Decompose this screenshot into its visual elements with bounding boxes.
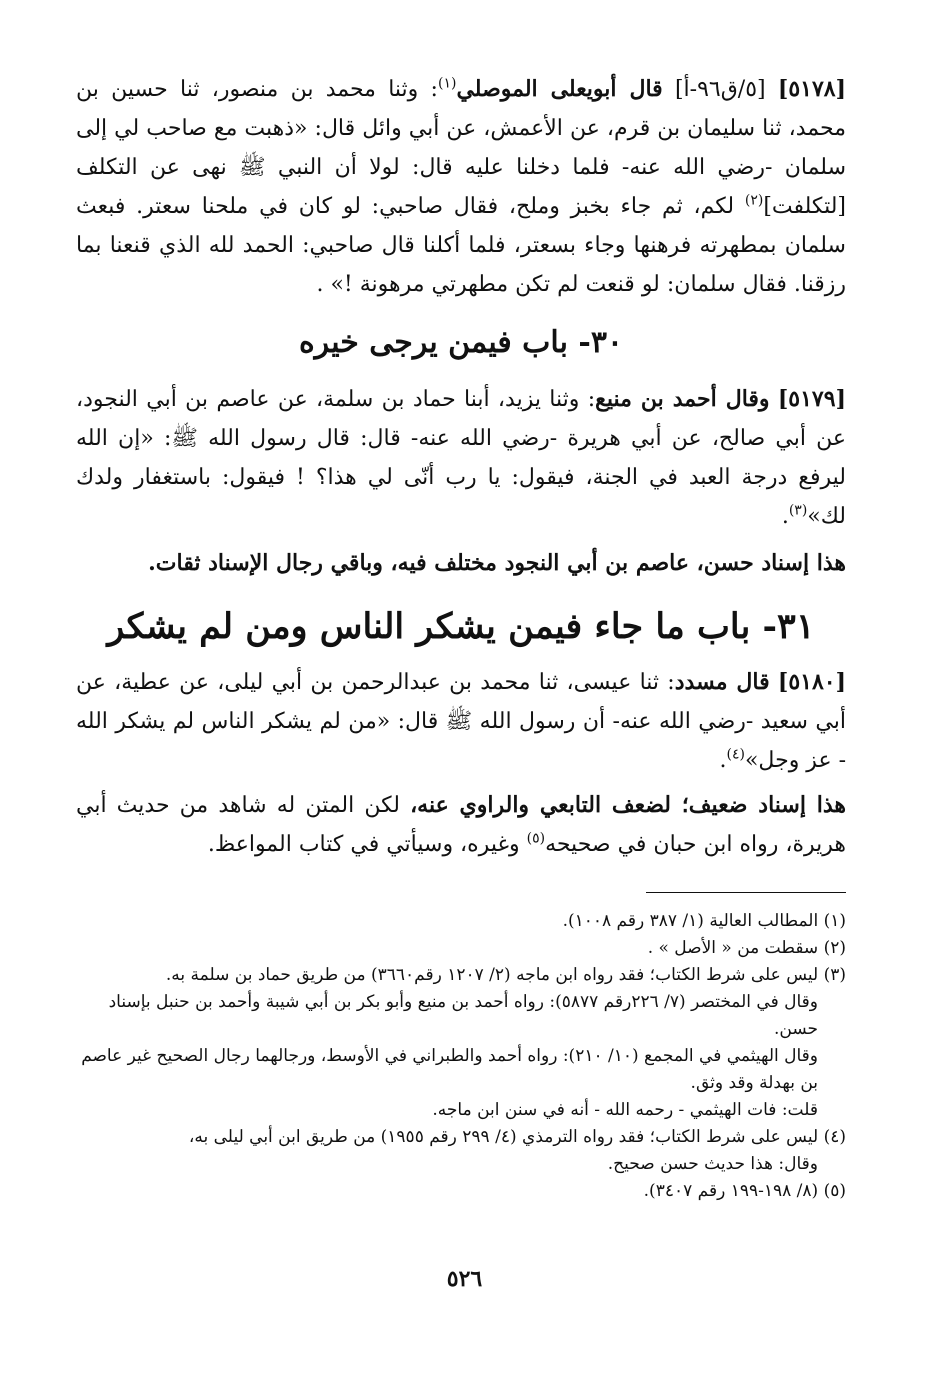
hadith-5178 [76, 70, 846, 304]
chapter-heading-31: ٣١- باب ما جاء فيمن يشكر الناس ومن لم يشكر [107, 606, 815, 647]
hadith-text: : ثنا عيسى، ثنا محمد بن عبدالرحمن بن أبي ليلى، عن عطية، عن أبي سعيد -رضي الله عنه- أن رسول الله ﷺ قال: «من لم يشكر الناس لم يشكر الله - عز وجل» [76, 670, 846, 773]
footnote-4: (٤) ليس على شرط الكتاب؛ فقد رواه الترمذي (٤/ ٢٩٩ رقم ١٩٥٥) من طريق ابن أبي ليلى به، [188, 1127, 846, 1147]
footnote-1: (١) المطالب العالية (١/ ٣٨٧ رقم ١٠٠٨). [562, 911, 846, 931]
hadith-attribution: قال مسدد [674, 669, 770, 695]
hadith-number: [٥١٧٩] [777, 386, 846, 412]
footnote-divider [646, 892, 846, 893]
manuscript-ref: [٥/ق٩٦-أ] [674, 77, 766, 102]
hadith-end: . [781, 504, 789, 529]
footnotes [76, 908, 846, 1205]
footnote-3: (٣) ليس على شرط الكتاب؛ فقد رواه ابن ماجه (٢/ ١٢٠٧ رقم٣٦٦٠) من طريق حماد بن سلمة به. [165, 965, 846, 985]
footnote-5: (٥) (٨/ ١٩٨-١٩٩ رقم ٣٤٠٧). [643, 1181, 846, 1201]
footnote-marker: (٤) [726, 746, 745, 763]
footnote-marker: (٥) [526, 830, 546, 847]
judgement-text: لكن المتن له شاهد من حديث أبي هريرة، رواه ابن حبان في صحيحه [76, 793, 846, 857]
footnote-2: (٢) سقطت من « الأصل » . [647, 938, 846, 958]
hadith-attribution: قال أبويعلى الموصلي [456, 76, 663, 102]
footnote-3-continued: قلت: فات الهيثمي - رحمه الله - أنه في سنن ابن ماجه. [432, 1100, 818, 1120]
footnote-marker: (٣) [788, 502, 808, 519]
hadith-5179 [76, 380, 846, 536]
main-text [76, 70, 846, 864]
judgement-text-continued: وغيره، وسيأتي في كتاب المواعظ. [207, 832, 527, 857]
footnote-marker: (١) [437, 75, 457, 92]
footnote-marker: (٢) [744, 192, 764, 209]
hadith-5180 [76, 663, 846, 780]
hadith-end: . [719, 748, 727, 773]
page-number: ٥٢٦ [446, 1266, 483, 1292]
isnad-judgement: هذا إسناد حسن، عاصم بن أبي النجود مختلف فيه، وباقي رجال الإسناد ثقات. [148, 550, 846, 576]
isnad-judgement-5180 [76, 786, 846, 864]
footnote-4-continued: وقال: هذا حديث حسن صحيح. [607, 1154, 818, 1174]
hadith-number: [٥١٨٠] [777, 669, 846, 695]
footnote-3-continued: وقال في المختصر (٧/ ٢٢٦رقم ٥٨٧٧): رواه أحمد بن منيع وأبو بكر بن أبي شيبة وأحمد بن حنبل بإسناد حسن. [108, 992, 818, 1039]
footnote-3-continued: وقال الهيثمي في المجمع (١٠/ ٢١٠): رواه أحمد والطبراني في الأوسط، ورجالهما رجال الصحيح غير عاصم بن بهدلة وقد وثق. [81, 1046, 818, 1093]
hadith-text: : وثنا يزيد، أبنا حماد بن سلمة، عن عاصم بن أبي النجود، عن أبي صالح، عن أبي هريرة -رضي الله عنه- قال: قال رسول الله ﷺ: «إن الله ليرفع درجة العبد في الجنة، فيقول: يا رب أنّى لي هذا؟ ! فيقول: باستغفار ولدك لك» [76, 387, 846, 529]
hadith-number: [٥١٧٨] [777, 76, 846, 102]
hadith-text-continued: لكم، ثم جاء بخبز وملح، فقال صاحبي: لو كان في ملحنا سعتر. فبعث سلمان بمطهرته فرهنها وجاء بسعتر، فلما أكلنا قال صاحبي: الحمد لله الذي قنعنا بما رزقنا. فقال سلمان: لو قنعت لم تكن مطهرتي مرهونة !» . [76, 194, 846, 297]
judgement-bold: هذا إسناد ضعيف؛ لضعف التابعي والراوي عنه، [410, 792, 846, 818]
hadith-attribution: وقال أحمد بن منيع [595, 386, 770, 412]
hadith-text: : وثنا محمد بن منصور، ثنا حسين بن محمد، ثنا سليمان بن قرم، عن الأعمش، عن أبي وائل قال: «ذهبت مع صاحب لي إلى سلمان -رضي الله عنه- فلما دخلنا عليه قال: لولا أن النبي ﷺ نهى عن التكلف [لتكلفت] [76, 77, 846, 219]
chapter-heading-30: ٣٠- باب فيمن يرجى خيره [298, 325, 624, 360]
